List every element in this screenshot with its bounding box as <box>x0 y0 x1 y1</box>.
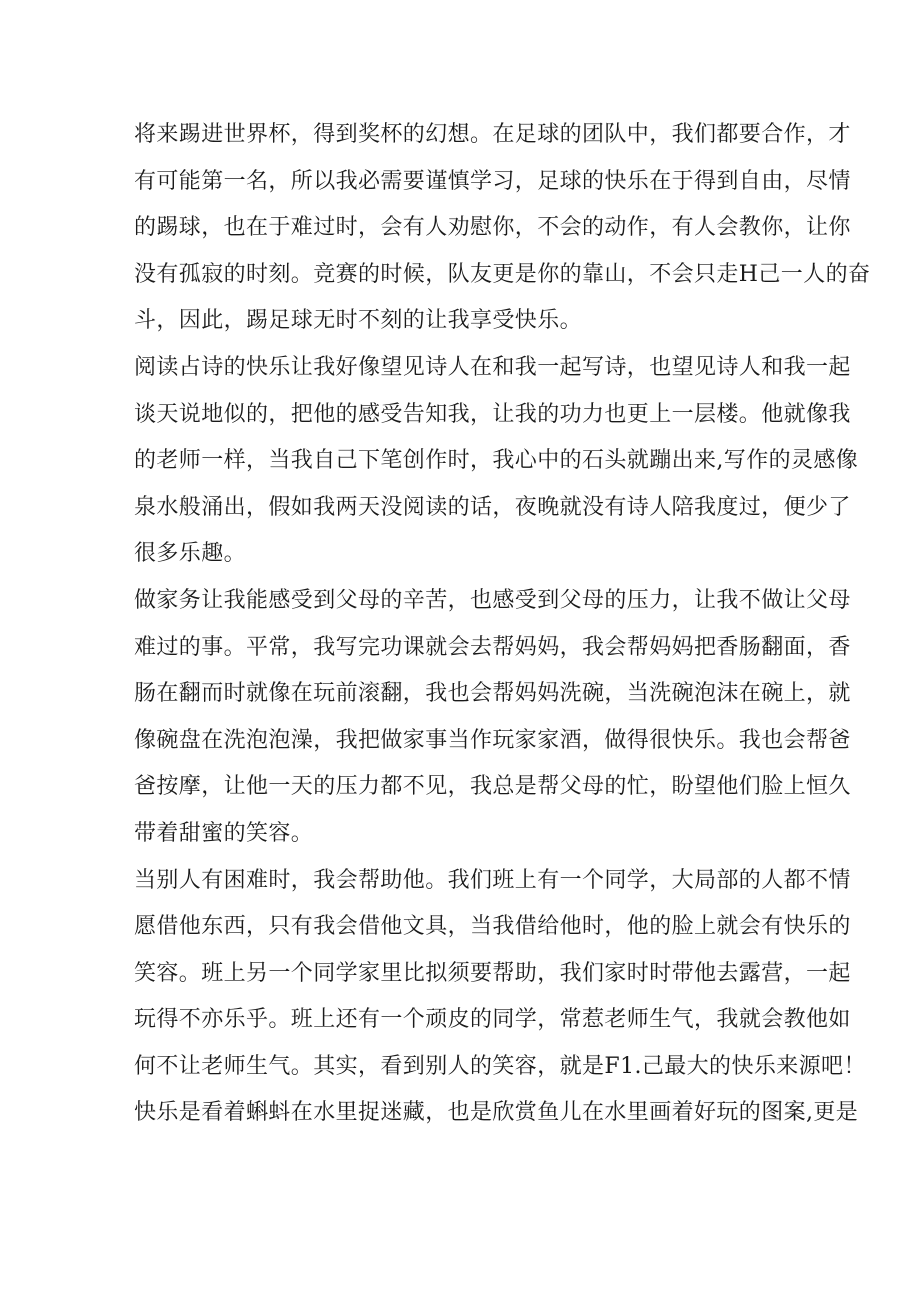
text-line: 快乐是看着蝌蚪在水里捉迷藏，也是欣赏鱼儿在水里画着好玩的图案,更是 <box>134 1100 859 1126</box>
text-line: 当别人有困难时，我会帮助他。我们班上有一个同学，大局部的人都不情 <box>134 867 851 893</box>
text-line: 很多乐趣。 <box>134 541 247 567</box>
text-line: 谈天说地似的，把他的感受告知我，让我的功力也更上一层楼。他就像我 <box>134 401 851 427</box>
text-line: 斗，因此，踢足球无时不刻的让我享受快乐。 <box>134 308 583 334</box>
text-line: 做家务让我能感受到父母的辛苦，也感受到父母的压力，让我不做让父母 <box>134 587 851 613</box>
text-line: 像碗盘在洗泡泡澡，我把做家事当作玩家家酒，做得很快乐。我也会帮爸 <box>134 727 851 753</box>
text-line: 愿借他东西，只有我会借他文具，当我借给他时，他的脸上就会有快乐的 <box>134 914 851 940</box>
text-line: 泉水般涌出，假如我两天没阅读的话，夜晚就没有诗人陪我度过，便少了 <box>134 494 851 520</box>
text-line: 笑容。班上另一个同学家里比拟须要帮助，我们家时时带他去露营，一起 <box>134 960 851 986</box>
text-line: 的老师一样，当我自己下笔创作时，我心中的石头就蹦出来,写作的灵感像 <box>134 448 859 474</box>
text-line: 没有孤寂的时刻。竞赛的时候，队友更是你的靠山，不会只走H己一人的奋 <box>134 261 871 287</box>
text-line: 玩得不亦乐乎。班上还有一个顽皮的同学，常惹老师生气，我就会教他如 <box>134 1007 851 1033</box>
text-line: 的踢球，也在于难过时，会有人劝慰你，不会的动作，有人会教你，让你 <box>134 215 851 241</box>
text-line: 有可能第一名，所以我必需要谨慎学习，足球的快乐在于得到自由，尽情 <box>134 168 851 194</box>
text-line: 肠在翻而时就像在玩前滚翻，我也会帮妈妈洗碗，当洗碗泡沫在碗上，就 <box>134 681 851 707</box>
text-line: 将来踢进世界杯，得到奖杯的幻想。在足球的团队中，我们都要合作，才 <box>134 122 851 147</box>
text-line: 带着甜蜜的笑容。 <box>134 820 314 846</box>
text-line: 何不让老师生气。其实，看到别人的笑容，就是F1.己最大的快乐来源吧！ <box>134 1053 866 1079</box>
text-line: 难过的事。平常，我写完功课就会去帮妈妈，我会帮妈妈把香肠翻面，香 <box>134 634 851 660</box>
text-line: 爸按摩，让他一天的压力都不见，我总是帮父母的忙，盼望他们脸上恒久 <box>134 774 851 800</box>
body-text <box>134 112 871 1137</box>
text-line: 阅读占诗的快乐让我好像望见诗人在和我一起写诗，也望见诗人和我一起 <box>134 354 851 380</box>
